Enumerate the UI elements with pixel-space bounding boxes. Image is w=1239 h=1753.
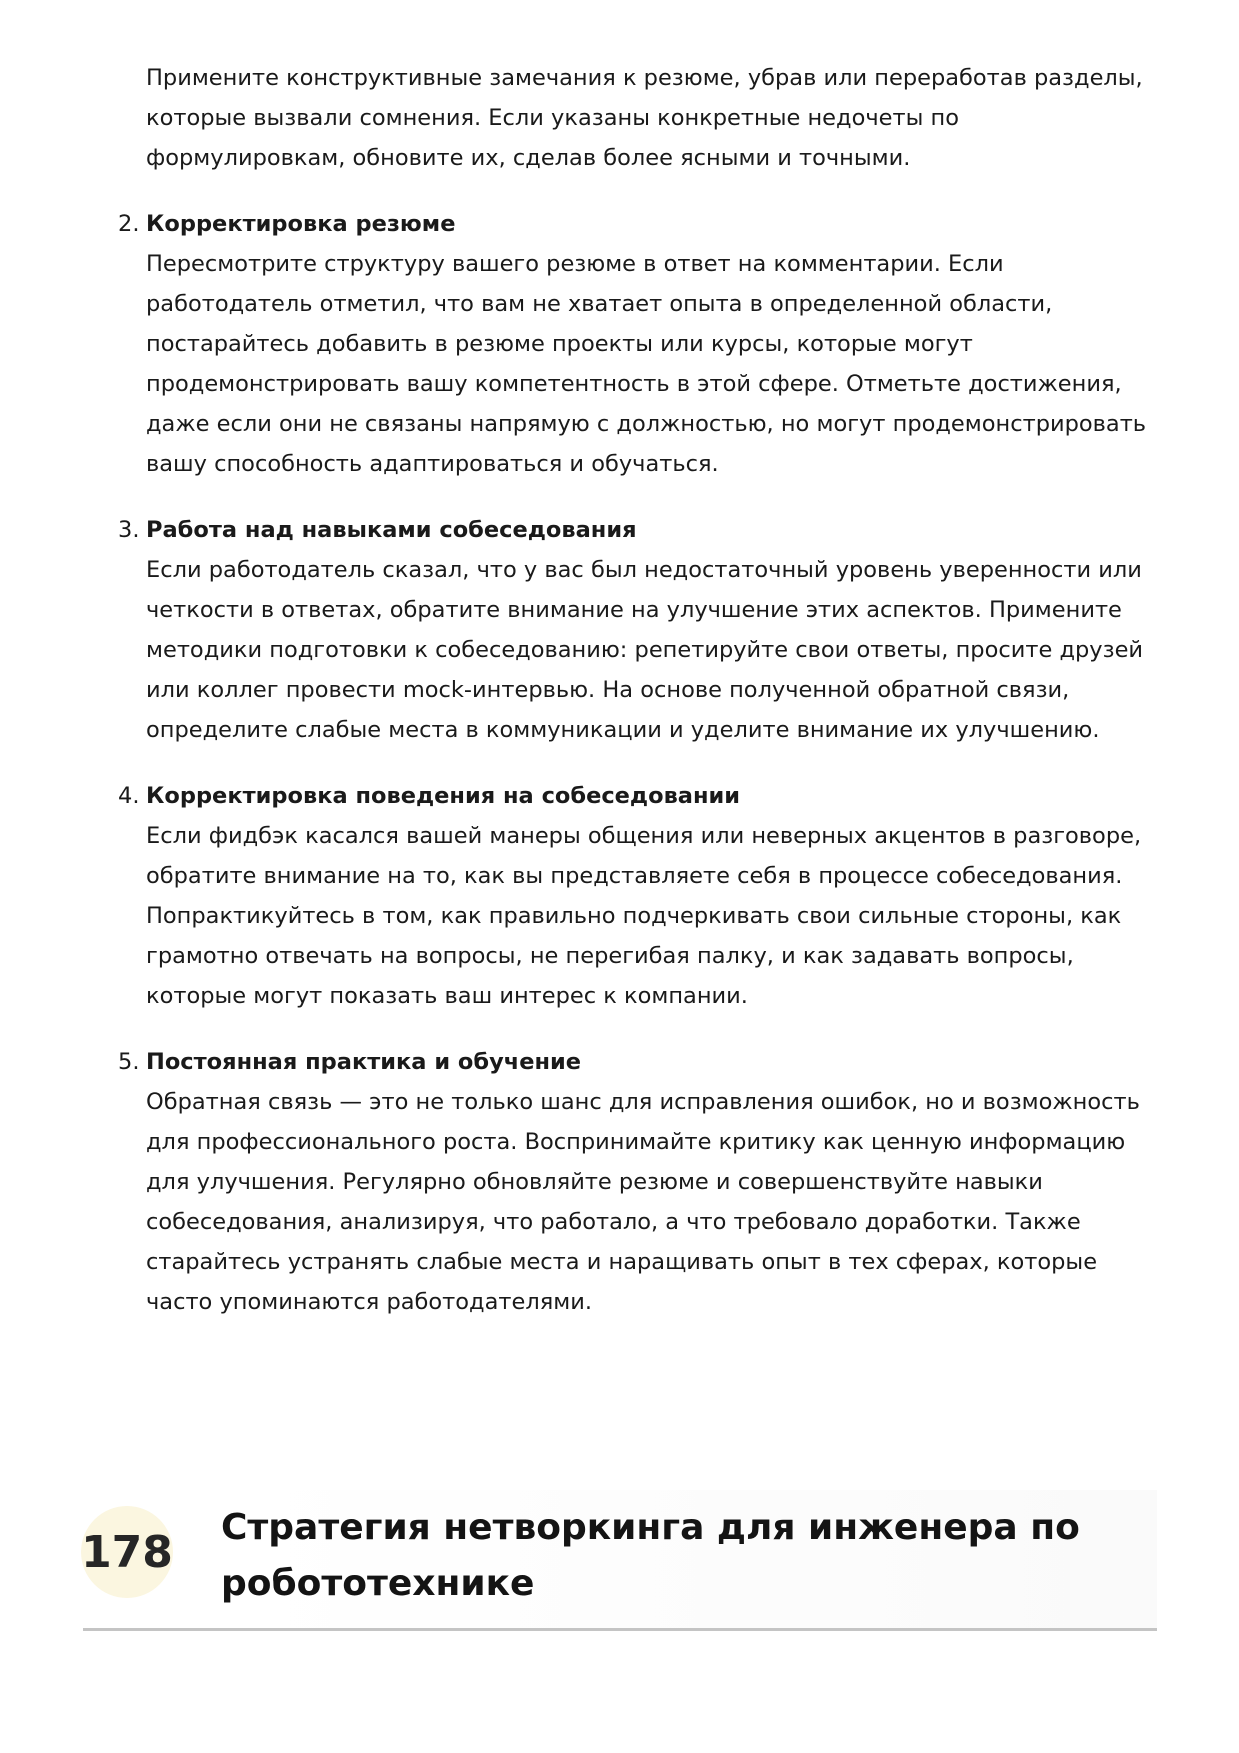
list-item-title: Постоянная практика и обучение xyxy=(146,1049,582,1075)
intro-paragraph: Примените конструктивные замечания к резюме, убрав или переработав разделы, которые вызвали сомнения. Если указаны конкретные недочеты по формулировкам, обновите их, сделав более ясными и точными. xyxy=(146,65,1143,171)
list-item-title: Работа над навыками собеседования xyxy=(146,517,637,543)
chapter-title: Стратегия нетворкинга для инженера по робототехнике xyxy=(221,1507,1080,1604)
list-item-title: Корректировка резюме xyxy=(146,211,456,237)
list-item-number: 5. xyxy=(118,1049,140,1075)
list-item-body: Если фидбэк касался вашей манеры общения или неверных акцентов в разговоре, обратите внимание на то, как вы представляете себя в процессе собеседования. Попрактикуйтесь в том, как правильно подчеркивать свои сильные стороны, как грамотно отвечать на вопросы, не перегибая палку, и как задавать вопросы, которые могут показать ваш интерес к компании. xyxy=(146,823,1142,1009)
chapter-heading xyxy=(83,1490,1157,1631)
list-item-5 xyxy=(118,1042,1156,1322)
document-body xyxy=(118,58,1156,1322)
list-item-3 xyxy=(118,510,1156,750)
list-item-4 xyxy=(118,776,1156,1016)
list-item-number: 3. xyxy=(118,517,140,543)
chapter-number-badge: 178 xyxy=(81,1506,173,1598)
list-item-body: Пересмотрите структуру вашего резюме в ответ на комментарии. Если работодатель отметил, что вам не хватает опыта в определенной области, постарайтесь добавить в резюме проекты или курсы, которые могут продемонстрировать вашу компетентность в этой сфере. Отметьте достижения, даже если они не связаны напрямую с должностью, но могут продемонстрировать вашу способность адаптироваться и обучаться. xyxy=(146,251,1147,477)
list-item-number: 2. xyxy=(118,211,140,237)
list-item-body: Обратная связь — это не только шанс для исправления ошибок, но и возможность для профессионального роста. Воспринимайте критику как ценную информацию для улучшения. Регулярно обновляйте резюме и совершенствуйте навыки собеседования, анализируя, что работало, а что требовало доработки. Также старайтесь устранять слабые места и наращивать опыт в тех сферах, которые часто упоминаются работодателями. xyxy=(146,1089,1140,1315)
list-item-body: Если работодатель сказал, что у вас был недостаточный уровень уверенности или четкости в ответах, обратите внимание на улучшение этих аспектов. Примените методики подготовки к собеседованию: репетируйте свои ответы, просите друзей или коллег провести mock-интервью. На основе полученной обратной связи, определите слабые места в коммуникации и уделите внимание их улучшению. xyxy=(146,557,1144,743)
list-item-2 xyxy=(118,204,1156,484)
list-item-number: 4. xyxy=(118,783,140,809)
list-item-title: Корректировка поведения на собеседовании xyxy=(146,783,741,809)
